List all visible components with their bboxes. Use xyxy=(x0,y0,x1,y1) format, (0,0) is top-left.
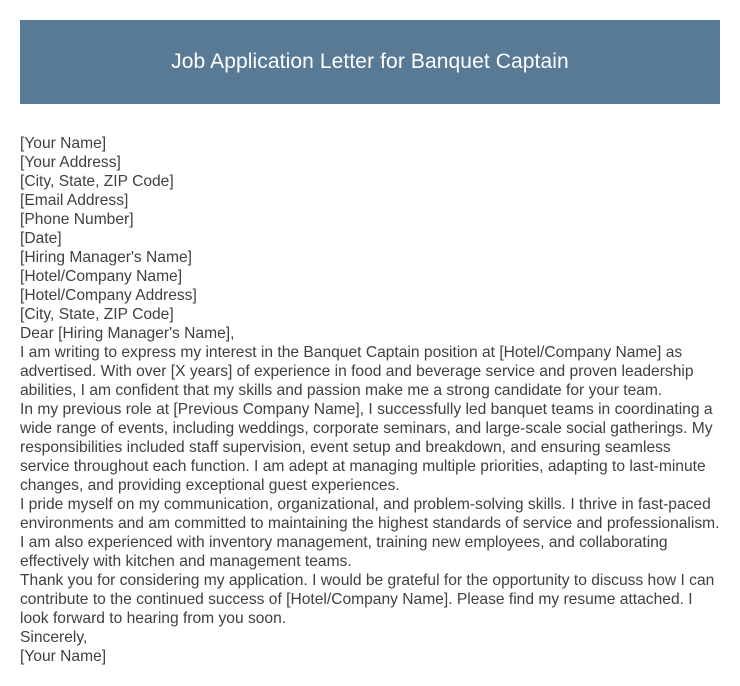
closing: Sincerely, xyxy=(20,629,88,646)
page-title: Job Application Letter for Banquet Captain xyxy=(171,50,569,73)
recipient-city: [City, State, ZIP Code] xyxy=(20,306,174,323)
letter-body xyxy=(20,134,720,666)
paragraph-experience: In my previous role at [Previous Company Name], I successfully led banquet teams in coordinating a wide range of events, including weddings, corporate seminars, and large-scale social gatherings. My responsibilities included staff supervision, event setup and breakdown, and ensuring seamless service throughout each function. I am adept at managing multiple priorities, adapting to last-minute changes, and providing exceptional guest experiences. xyxy=(20,401,713,494)
recipient-name: [Hiring Manager's Name] xyxy=(20,249,192,266)
recipient-address: [Hotel/Company Address] xyxy=(20,287,197,304)
sender-phone: [Phone Number] xyxy=(20,211,134,228)
sender-email: [Email Address] xyxy=(20,192,129,209)
paragraph-closing: Thank you for considering my application. I would be grateful for the opportunity to discuss how I can contribute to the continued success of [Hotel/Company Name]. Please find my resume attached. I look forward to hearing from you soon. xyxy=(20,572,715,627)
signature-name: [Your Name] xyxy=(20,648,107,665)
recipient-company: [Hotel/Company Name] xyxy=(20,268,183,285)
letter-date: [Date] xyxy=(20,230,62,247)
sender-city: [City, State, ZIP Code] xyxy=(20,173,174,190)
title-banner xyxy=(20,20,720,104)
paragraph-skills: I pride myself on my communication, organizational, and problem-solving skills. I thrive in fast-paced environments and am committed to maintaining the highest standards of service and professionalism. I am also experienced with inventory management, training new employees, and collaborating effectively with kitchen and management teams. xyxy=(20,496,720,570)
paragraph-intro: I am writing to express my interest in the Banquet Captain position at [Hotel/Company Name] as advertised. With over [X years] of experience in food and beverage service and proven leadership abilities, I am confident that my skills and passion make me a strong candidate for your team. xyxy=(20,344,694,399)
sender-name: [Your Name] xyxy=(20,135,107,152)
sender-address: [Your Address] xyxy=(20,154,121,171)
salutation: Dear [Hiring Manager's Name], xyxy=(20,325,235,342)
